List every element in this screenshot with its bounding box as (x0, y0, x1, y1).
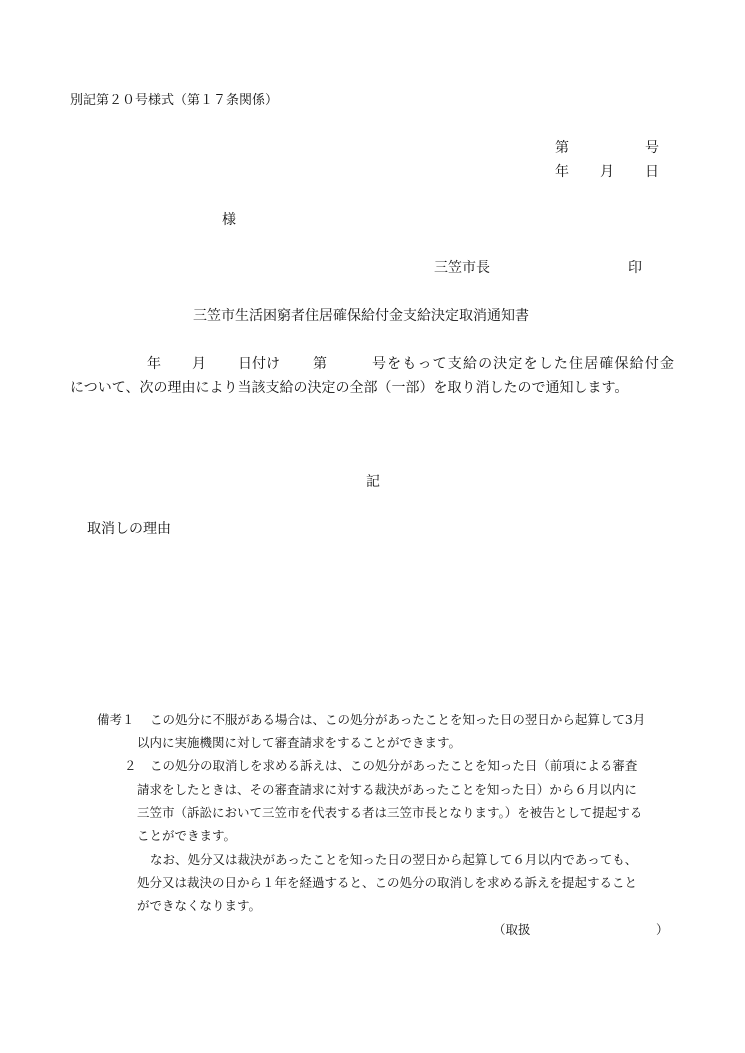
note2-line4: ことができます。 (137, 828, 237, 843)
body-number-prefix: 第 (313, 356, 327, 372)
date-day: 日 (645, 164, 659, 180)
ki-heading: 記 (366, 474, 380, 490)
note1-line2: 以内に実施機関に対して審査請求をすることができます。 (137, 735, 462, 750)
document-number-suffix: 号 (645, 140, 659, 156)
seal-mark: 印 (628, 260, 642, 276)
body-day-dated: 日付け (238, 356, 280, 372)
body-year: 年 (147, 356, 161, 372)
document-number-prefix: 第 (555, 140, 569, 156)
note2-line3: 三笠市（訴訟において三笠市を代表する者は三笠市長となります。）を被告として提起する (137, 805, 643, 820)
note2-label: ２ (124, 758, 137, 773)
body-month: 月 (192, 356, 206, 372)
date-month: 月 (600, 164, 614, 180)
note2-line5: なお、処分又は裁決があったことを知った日の翌日から起算して６月以内であっても、 (150, 852, 638, 867)
note1-label: 備考１ (97, 712, 135, 727)
issuer-title: 三笠市長 (434, 260, 490, 276)
note2-line2: 請求をしたときは、その審査請求に対する裁決があったことを知った日）から６月以内に (137, 782, 637, 797)
form-label: 別記第２０号様式（第１７条関係） (70, 93, 279, 108)
date-year: 年 (555, 164, 569, 180)
handler-close: ） (656, 922, 669, 937)
document-title: 三笠市生活困窮者住居確保給付金支給決定取消通知書 (193, 308, 529, 324)
note2-line7: ができなくなります。 (137, 898, 262, 913)
note2-line6: 処分又は裁決の日から１年を経過すると、この処分の取消しを求める訴えを提起すること (137, 875, 638, 890)
handler-open: （取扱 (493, 922, 531, 937)
note2-line1: この処分の取消しを求める訴えは、この処分があったことを知った日（前項による審査 (150, 758, 638, 773)
body-line1-rest: 号をもって支給の決定をした住居確保給付金 (372, 356, 674, 372)
note1-line1: この処分に不服がある場合は、この処分があったことを知った日の翌日から起算して3月 (150, 712, 646, 727)
addressee-suffix: 様 (222, 212, 236, 228)
body-line2: について、次の理由により当該支給の決定の全部（一部）を取り消したので通知します。 (70, 380, 629, 396)
reason-label: 取消しの理由 (87, 521, 171, 537)
